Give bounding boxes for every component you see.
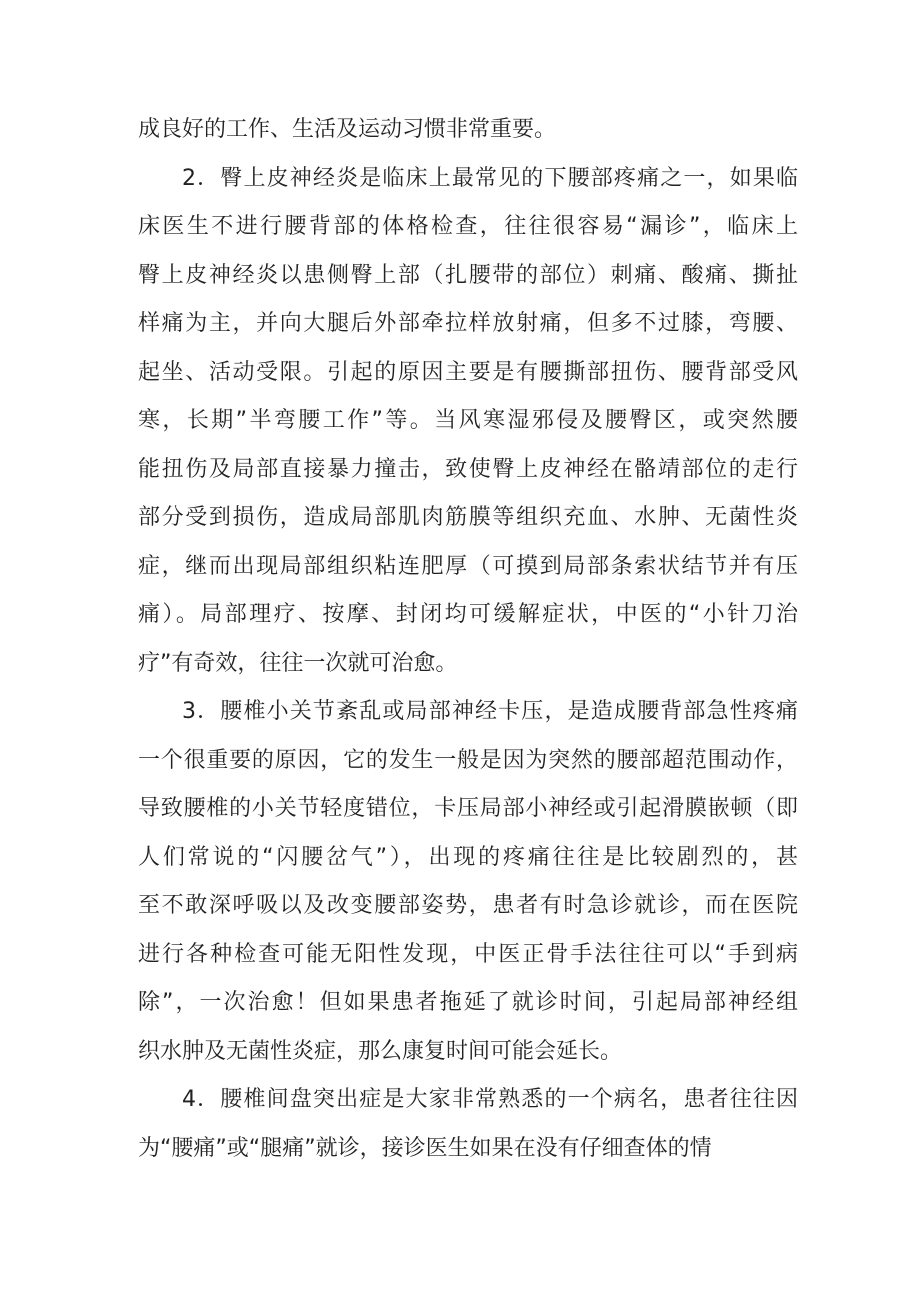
- text-line: 疗”有奇效，往往一次就可治愈。: [138, 650, 458, 676]
- document-body: [138, 106, 798, 1173]
- text-line: 至不敢深呼吸以及改变腰部姿势，患者有时急诊就诊，而在医院: [138, 893, 798, 918]
- text-line: 除”，一次治愈！但如果患者拖延了就诊时间，引起局部神经组: [138, 990, 798, 1015]
- text-line: 织水肿及无菌性炎症，那么康复时间可能会延长。: [138, 1038, 623, 1064]
- paragraph-p3: [138, 688, 798, 1076]
- text-line: 4．腰椎间盘突出症是大家非常熟悉的一个病名，患者往往因: [182, 1087, 798, 1112]
- text-line: 为“腰痛”或“腿痛”就诊，接诊医生如果在没有仔细查体的情: [138, 1135, 712, 1161]
- text-line: 一个很重要的原因，它的发生一般是因为突然的腰部超范围动作，: [138, 747, 798, 773]
- text-line: 样痛为主，并向大腿后外部牵拉样放射痛，但多不过膝，弯腰、: [138, 311, 798, 336]
- text-line: 臀上皮神经炎以患侧臀上部（扎腰带的部位）刺痛、酸痛、撕扯: [138, 262, 798, 288]
- text-line: 导致腰椎的小关节轻度错位，卡压局部小神经或引起滑膜嵌顿（即: [138, 796, 798, 821]
- text-line: 能扭伤及局部直接暴力撞击，致使臀上皮神经在骼靖部位的走行: [138, 456, 798, 482]
- text-line: 症，继而出现局部组织粘连肥厚（可摸到局部条索状结节并有压: [138, 553, 798, 579]
- text-line: 3．腰椎小关节紊乱或局部神经卡压，是造成腰背部急性疼痛: [182, 699, 798, 724]
- text-line: 床医生不进行腰背部的体格检查，往往很容易“漏诊”，临床上: [138, 214, 799, 239]
- text-line: 2．臀上皮神经炎是临床上最常见的下腰部疼痛之一，如果临: [182, 165, 798, 191]
- text-line: 起坐、活动受限。引起的原因主要是有腰撕部扭伤、腰背部受风: [138, 359, 798, 385]
- paragraph-p1-continued: [138, 106, 798, 155]
- text-line: 进行各种检查可能无阳性发现，中医正骨手法往往可以“手到病: [138, 941, 798, 967]
- paragraph-p4: [138, 1076, 798, 1173]
- text-line: 部分受到损伤，造成局部肌肉筋膜等组织充血、水肿、无菌性炎: [138, 505, 798, 530]
- paragraph-p2: [138, 155, 798, 689]
- text-line: 痛）。局部理疗、按摩、封闭均可缓解症状，中医的“小针刀治: [138, 602, 798, 627]
- text-line: 人们常说的“闪腰岔气”），出现的疼痛往往是比较剧烈的，甚: [138, 844, 798, 870]
- text-line: 成良好的工作、生活及运动习惯非常重要。: [138, 117, 557, 142]
- text-line: 寒，长期”半弯腰工作”等。当风寒湿邪侵及腰臀区，或突然腰: [138, 408, 798, 433]
